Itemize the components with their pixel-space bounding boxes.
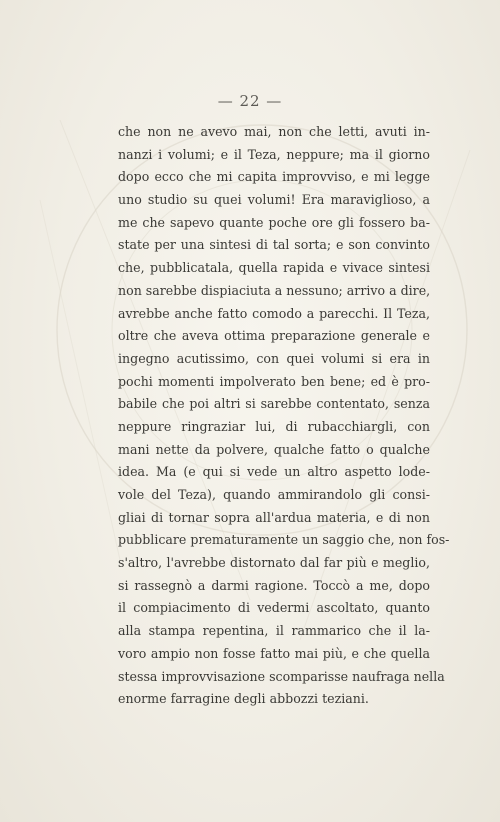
text-line: che non ne avevo mai, non che letti, avuti in-: [118, 124, 430, 139]
text-line: nanzi i volumi; e il Teza, neppure; ma il giorno: [118, 146, 430, 162]
text-line: oltre che aveva ottima preparazione generale e: [118, 328, 430, 344]
text-line: idea. Ma (e qui si vede un altro aspetto lode-: [118, 464, 430, 480]
text-line: che, pubblicatala, quella rapida e vivace sintesi: [118, 260, 430, 276]
text-line-last: enorme farragine degli abbozzi teziani.: [118, 691, 369, 707]
text-line: il compiacimento di vedermi ascoltato, quanto: [118, 600, 430, 616]
text-line: non sarebbe dispiaciuta a nessuno; arrivo a dire,: [118, 282, 431, 298]
text-line: dopo ecco che mi capita improvviso, e mi legge: [118, 169, 430, 185]
text-line: babile che poi altri si sarebbe contentato, senza: [118, 396, 430, 412]
text-line: vole del Teza), quando ammirandolo gli consi-: [118, 487, 430, 502]
text-line: avrebbe anche fatto comodo a parecchi. Il Teza,: [118, 305, 430, 321]
body-text: [118, 121, 450, 711]
text-line: me che sapevo quante poche ore gli fossero ba-: [118, 214, 430, 230]
text-line: state per una sintesi di tal sorta; e son convinto: [118, 237, 430, 253]
text-line: gliai di tornar sopra all'ardua materia, e di non: [118, 509, 430, 525]
show-through-left-edge: [40, 200, 120, 560]
text-line: ingegno acutissimo, con quei volumi si era in: [118, 350, 430, 366]
text-line: uno studio su quei volumi! Era maraviglioso, a: [118, 192, 430, 208]
text-line: voro ampio non fosse fatto mai più, e che quella: [118, 645, 430, 661]
text-line: stessa improvvisazione scomparisse naufraga nella: [118, 668, 445, 684]
text-line: neppure ringraziar lui, di rubacchiargli, con: [118, 418, 430, 434]
text-line: pochi momenti impolverato ben bene; ed è pro-: [118, 373, 430, 389]
text-line: s'altro, l'avrebbe distornato dal far più e meglio,: [118, 555, 430, 571]
text-line: pubblicare prematuramente un saggio che, non fos-: [118, 532, 450, 548]
text-line: alla stampa repentina, il rammarico che il la-: [118, 623, 430, 639]
text-line: mani nette da polvere, qualche fatto o qualche: [118, 441, 430, 457]
text-line: si rassegnò a darmi ragione. Toccò a me, dopo: [118, 577, 430, 593]
page-number: — 22 —: [217, 92, 283, 110]
